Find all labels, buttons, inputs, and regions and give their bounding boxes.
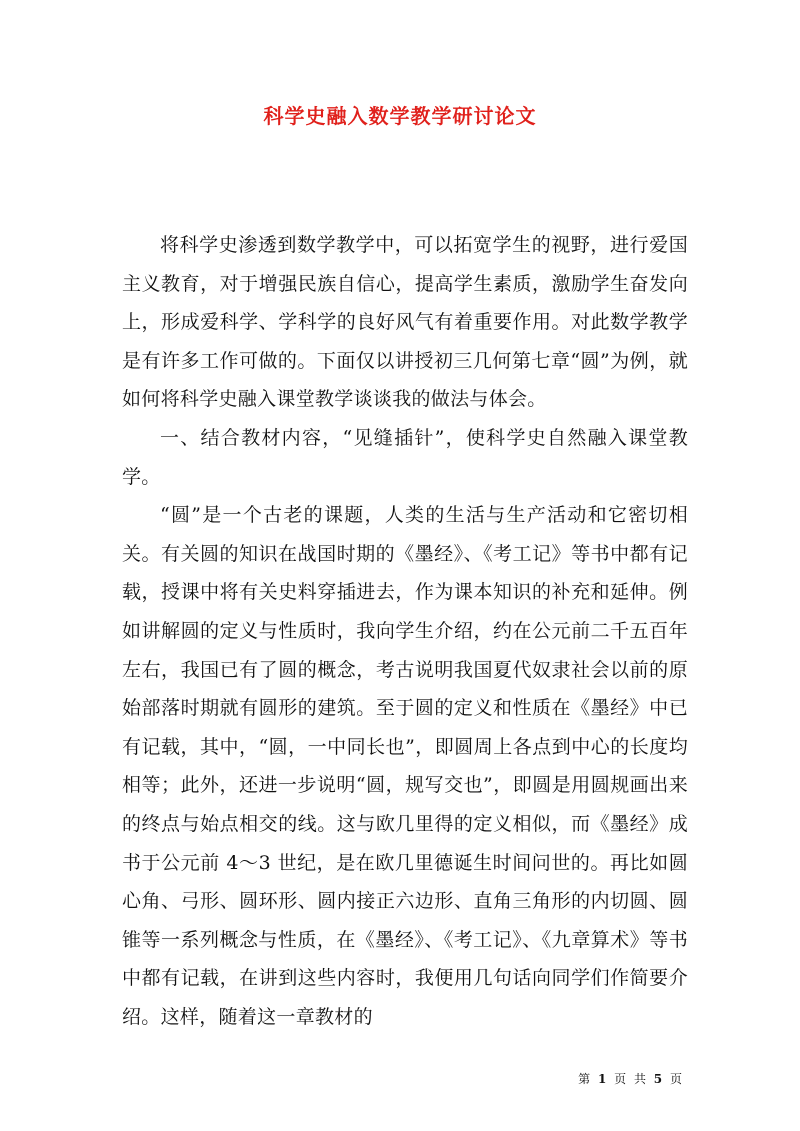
paragraph-circle-history: “圆”是一个古老的课题，人类的生活与生产活动和它密切相关。有关圆的知识在战国时期的《墨经》、《考工记》等书中都有记载，授课中将有关史料穿插进去，作为课本知识的补充和延伸。例如讲解圆的定义与性质时，我向学生介绍，约在公元前二千五百年左右，我国已有了圆的概念，考古说明我国夏代奴隶社会以前的原始部落时期就有圆形的建筑。至于圆的定义和性质在《墨经》中已有记载，其中，“圆，一中同长也”，即圆周上各点到中心的长度均相等；此外，还进一步说明“圆，规写交也”，即圆是用圆规画出来的终点与始点相交的线。这与欧几里得的定义相似，而《墨经》成书于公元前 4～3 世纪，是在欧几里德诞生时间问世的。再比如圆心角、弓形、圆环形、圆内接正六边形、直角三角形的内切圆、圆锥等一系列概念与性质，在《墨经》、《考工记》、《九章算术》等书中都有记载，在讲到这些内容时，我便用几句话向同学们作简要介绍。这样，随着这一章教材的	[122, 504, 688, 1028]
document-title: 科学史融入数学教学研讨论文	[263, 104, 537, 128]
page-number	[574, 1070, 684, 1087]
document-body	[122, 226, 688, 1036]
paragraph-section-heading: 一、结合教材内容，“见缝插针”，使科学史自然融入课堂教学。	[122, 426, 688, 488]
page-label-mid: 页 共	[614, 1072, 648, 1086]
total-pages: 5	[653, 1072, 665, 1086]
page-label-suffix: 页	[669, 1072, 684, 1086]
paragraph-intro: 将科学史渗透到数学教学中，可以拓宽学生的视野，进行爱国主义教育，对于增强民族自信心，提高学生素质，激励学生奋发向上，形成爱科学、学科学的良好风气有着重要作用。对此数学教学是有许多工作可做的。下面仅以讲授初三几何第七章“圆”为例，就如何将科学史融入课堂教学谈谈我的做法与体会。	[122, 234, 688, 411]
current-page: 1	[597, 1072, 609, 1086]
page-label-prefix: 第	[578, 1072, 593, 1086]
